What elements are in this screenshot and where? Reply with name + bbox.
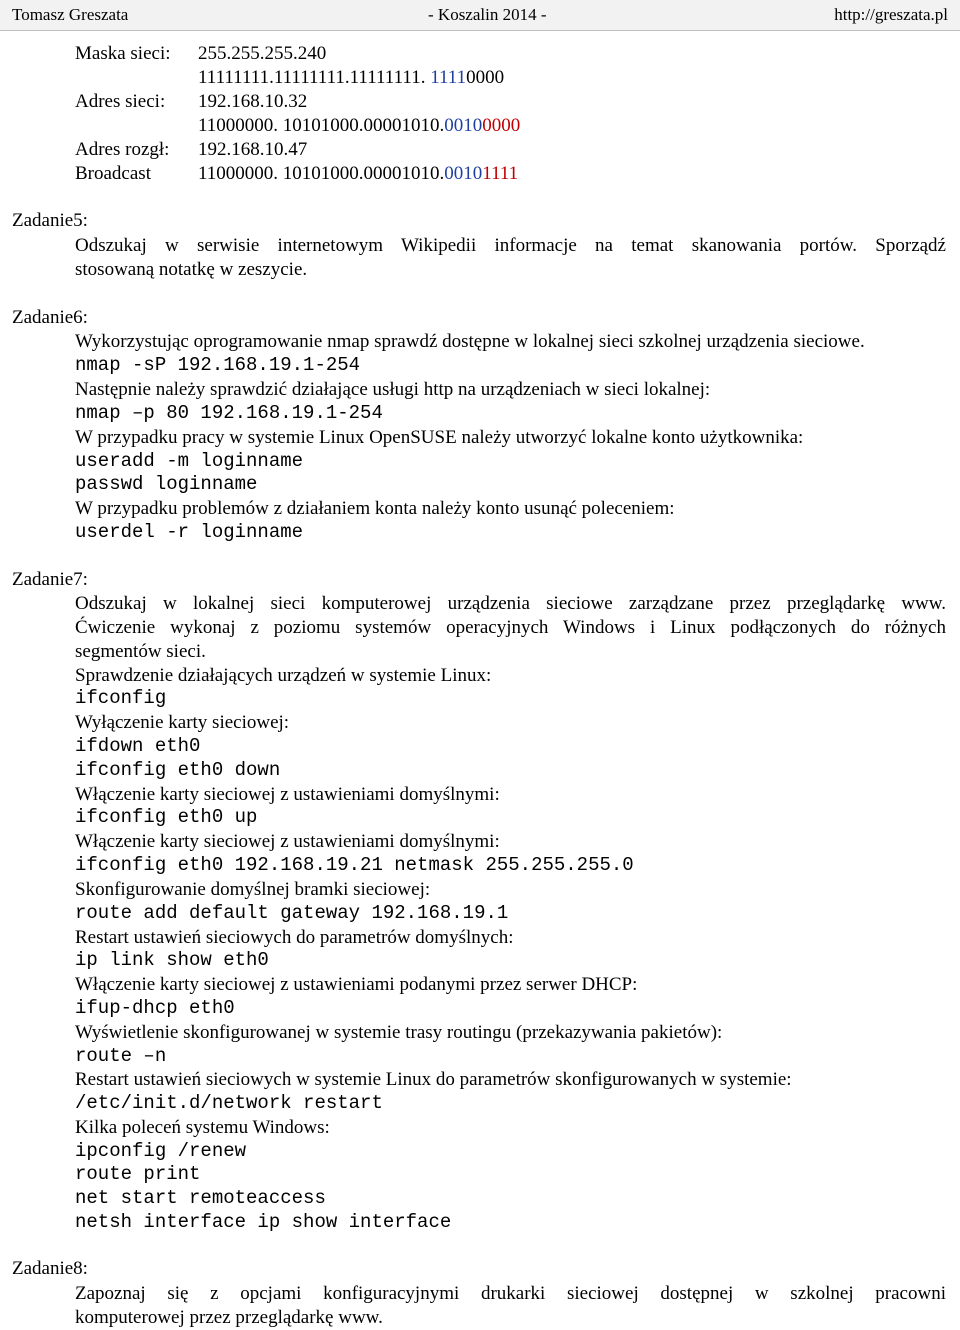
task7-text-6: Włączenie karty sieciowej z ustawieniami domyślnymi:	[75, 784, 500, 805]
task7-cmd-route-n: route –n	[75, 1045, 167, 1067]
task7-text-12: Restart ustawień sieciowych w systemie Linux do parametrów skonfigurowanych w systemie:	[75, 1069, 792, 1090]
header-url: http://greszata.pl	[834, 5, 948, 24]
task7-text-9: Restart ustawień sieciowych do parametrów domyślnych:	[75, 927, 514, 948]
task8-text-1: Zapoznaj się z opcjami konfiguracyjnymi drukarki sieciowej dostępnej w szkolnej pracowni	[75, 1283, 946, 1304]
task7-cmd-network-restart: /etc/init.d/network restart	[75, 1092, 383, 1114]
task7-text-2: Ćwiczenie wykonaj z poziomu systemów operacyjnych Windows i Linux podłączonych do różnych	[75, 617, 946, 638]
network-address-binary: 11000000. 10101000.00001010.00100000	[198, 115, 521, 136]
task6-cmd-userdel: userdel -r loginname	[75, 521, 304, 543]
task6-text-3: W przypadku pracy w systemie Linux OpenSUSE należy utworzyć lokalne konto użytkownika:	[75, 427, 804, 448]
broadcast-address-label: Adres rozgł:	[75, 139, 170, 160]
task7-text-13: Kilka poleceń systemu Windows:	[75, 1117, 330, 1138]
task7-text-4: Sprawdzenie działających urządzeń w systemie Linux:	[75, 665, 492, 686]
task8-text-2: komputerowej przez przeglądarkę www.	[75, 1307, 383, 1328]
task7-cmd-route-print: route print	[75, 1163, 201, 1185]
broadcast-label: Broadcast	[75, 163, 151, 184]
task7-cmd-route-add: route add default gateway 192.168.19.1	[75, 902, 509, 924]
task7-cmd-ifup-dhcp: ifup-dhcp eth0	[75, 997, 235, 1019]
task7-cmd-ip-link: ip link show eth0	[75, 949, 269, 971]
task8-heading: Zadanie8:	[12, 1258, 88, 1279]
task6-text-1: Wykorzystując oprogramowanie nmap sprawdź dostępne w lokalnej sieci szkolnej urządzenia sieciowe.	[75, 331, 865, 352]
task7-text-1: Odszukaj w lokalnej sieci komputerowej urządzenia sieciowe zarządzane przez przeglądarkę www.	[75, 593, 946, 614]
task5-text-line1: Odszukaj w serwisie internetowym Wikipedii informacje na temat skanowania portów. Sporządź	[75, 235, 946, 256]
network-address-value: 192.168.10.32	[198, 91, 308, 112]
task7-heading: Zadanie7:	[12, 569, 88, 590]
task6-cmd-nmap-sp: nmap -sP 192.168.19.1-254	[75, 354, 361, 376]
header-author: Tomasz Greszata	[12, 5, 129, 24]
task7-cmd-ifconfig-ip: ifconfig eth0 192.168.19.21 netmask 255.255.255.0	[75, 854, 634, 876]
mask-binary: 11111111.11111111.11111111. 11110000	[198, 67, 505, 88]
task7-cmd-ipconfig-renew: ipconfig /renew	[75, 1140, 247, 1162]
task7-cmd-netsh: netsh interface ip show interface	[75, 1211, 452, 1233]
task7-text-8: Skonfigurowanie domyślnej bramki sieciowej:	[75, 879, 431, 900]
broadcast-binary: 11000000. 10101000.00001010.00101111	[198, 163, 519, 184]
task5-heading: Zadanie5:	[12, 210, 88, 231]
task6-cmd-useradd: useradd -m loginname	[75, 450, 304, 472]
header-location-year: - Koszalin 2014 -	[428, 5, 547, 24]
task7-text-3: segmentów sieci.	[75, 641, 206, 662]
task6-heading: Zadanie6:	[12, 307, 88, 328]
page-header	[0, 0, 960, 31]
network-address-label: Adres sieci:	[75, 91, 166, 112]
task6-text-2: Następnie należy sprawdzić działające usługi http na urządzeniach w sieci lokalnej:	[75, 379, 711, 400]
task5-text-line2: stosowaną notatkę w zeszycie.	[75, 259, 308, 280]
task7-cmd-ifdown: ifdown eth0	[75, 735, 201, 757]
task7-text-11: Wyświetlenie skonfigurowanej w systemie trasy routingu (przekazywania pakietów):	[75, 1022, 723, 1043]
task7-cmd-ifconfig-down: ifconfig eth0 down	[75, 759, 281, 781]
task7-cmd-ifconfig: ifconfig	[75, 687, 167, 709]
task7-cmd-ifconfig-up: ifconfig eth0 up	[75, 806, 258, 828]
task6-text-4: W przypadku problemów z działaniem konta należy konto usunąć poleceniem:	[75, 498, 675, 519]
task7-cmd-net-start: net start remoteaccess	[75, 1187, 326, 1209]
task7-text-7: Włączenie karty sieciowej z ustawieniami domyślnymi:	[75, 831, 500, 852]
task6-cmd-nmap-port: nmap –p 80 192.168.19.1-254	[75, 402, 383, 424]
task6-cmd-passwd: passwd loginname	[75, 473, 258, 495]
broadcast-address-value: 192.168.10.47	[198, 139, 308, 160]
task7-text-10: Włączenie karty sieciowej z ustawieniami podanymi przez serwer DHCP:	[75, 974, 638, 995]
task7-text-5: Wyłączenie karty sieciowej:	[75, 712, 290, 733]
mask-value: 255.255.255.240	[198, 43, 327, 64]
mask-label: Maska sieci:	[75, 43, 171, 64]
